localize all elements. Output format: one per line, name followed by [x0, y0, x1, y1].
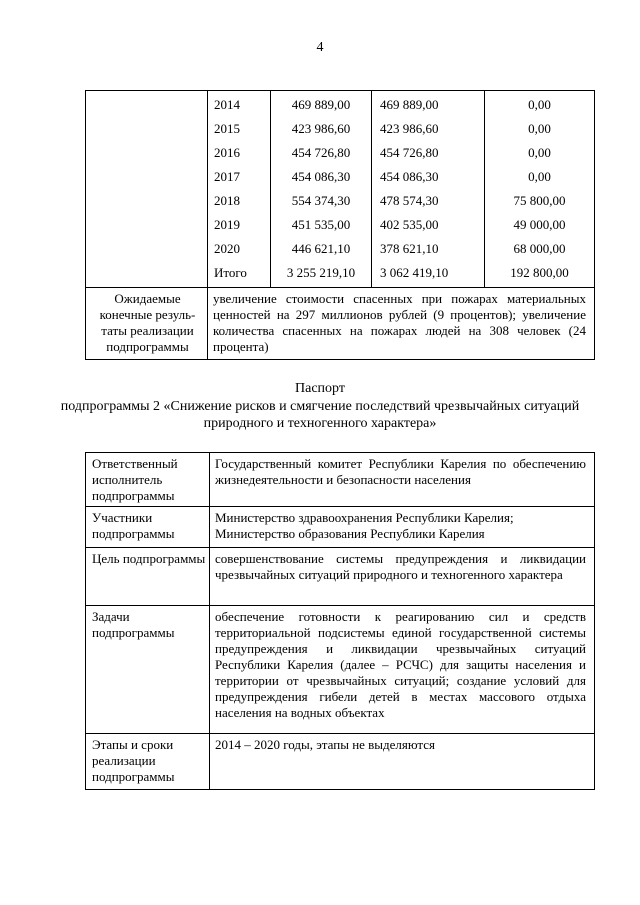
other-value: 0,00	[528, 145, 551, 160]
passport-row-label: Участники подпрограммы	[86, 507, 210, 548]
budget-sum: 3 062 419,10	[380, 265, 449, 280]
expected-results-row	[86, 288, 595, 360]
passport-row-label: Задачи подпрограммы	[86, 606, 210, 734]
year-cell: 2018	[214, 193, 240, 208]
other-value: 68 000,00	[513, 241, 566, 256]
other-value: 0,00	[528, 97, 551, 112]
passport-row-text: обеспечение готовности к реагированию сил и средств территориальной подсистемы единой государственной системы предупреждения и ликвидации чрезвычайных ситуаций Республики Карелия (далее – РСЧС) для защиты населения и территории от чрезвычайных ситуаций; создание условий для предупреждения гибели детей в местах массового отдыха населения на водных объектах	[210, 606, 595, 734]
year-cell: 2019	[214, 217, 240, 232]
other-value: 75 800,00	[513, 193, 566, 208]
passport-row-text: Министерство здравоохранения Республики Карелия; Министерство образования Республики Карелия	[210, 507, 595, 548]
year-cell: 2020	[214, 241, 240, 256]
passport-row-text: Государственный комитет Республики Карелия по обеспечению жизнедеятельности и безопасности населения	[210, 453, 595, 507]
page-number: 4	[316, 40, 324, 55]
expected-results-label: Ожидаемые конечные резуль-таты реализации подпрограммы	[86, 288, 208, 360]
expected-results-text: увеличение стоимости спасенных при пожарах материальных ценностей на 297 миллионов рублей (9 процентов); увеличение количества спасенных на пожарах людей на 308 человек (24 процента)	[208, 288, 595, 360]
budget-value: 454 086,30	[380, 169, 439, 184]
year-cell: 2014	[214, 97, 240, 112]
budget-value: 402 535,00	[380, 217, 439, 232]
total-column	[271, 91, 372, 288]
total-value: 454 086,30	[291, 169, 351, 184]
total-value: 469 889,00	[291, 97, 351, 112]
budget-value: 454 726,80	[380, 145, 439, 160]
passport-row-label: Этапы и сроки реализации подпрограммы	[86, 734, 210, 790]
budget-value: 423 986,60	[380, 121, 439, 136]
budget-value: 469 889,00	[380, 97, 439, 112]
year-cell: 2017	[214, 169, 240, 184]
total-value: 454 726,80	[291, 145, 351, 160]
total-value: 446 621,10	[291, 241, 351, 256]
passport-row-text: 2014 – 2020 годы, этапы не выделяются	[210, 734, 595, 790]
passport-row-text: совершенствование системы предупреждения и ликвидации чрезвычайных ситуаций природного и техногенного характера	[210, 548, 595, 606]
other-sum: 192 800,00	[510, 265, 569, 280]
other-value: 0,00	[528, 169, 551, 184]
other-column	[485, 91, 595, 288]
year-cell: 2016	[214, 145, 240, 160]
passport-title: Паспорт	[295, 381, 345, 396]
funding-values-row	[86, 91, 595, 288]
passport-row	[86, 606, 595, 734]
year-total-label: Итого	[214, 265, 247, 280]
passport-row	[86, 453, 595, 507]
year-cell: 2015	[214, 121, 240, 136]
total-value: 423 986,60	[291, 121, 351, 136]
funding-blank-cell	[86, 91, 208, 288]
passport-row-label: Ответственный исполнитель подпрограммы	[86, 453, 210, 507]
budget-value: 478 574,30	[380, 193, 439, 208]
passport-subtitle: подпрограммы 2 «Снижение рисков и смягчение последствий чрезвычайных ситуаций природного и техногенного характера»	[60, 399, 580, 431]
other-value: 0,00	[528, 121, 551, 136]
funding-table	[85, 90, 595, 360]
budget-column	[372, 91, 485, 288]
passport-row	[86, 734, 595, 790]
total-value: 451 535,00	[291, 217, 351, 232]
other-value: 49 000,00	[513, 217, 566, 232]
passport-row	[86, 548, 595, 606]
passport-table	[85, 452, 595, 790]
passport-row	[86, 507, 595, 548]
passport-row-label: Цель подпрограммы	[86, 548, 210, 606]
budget-value: 378 621,10	[380, 241, 439, 256]
total-value: 554 374,30	[291, 193, 351, 208]
total-sum: 3 255 219,10	[286, 265, 356, 280]
years-column	[208, 91, 271, 288]
